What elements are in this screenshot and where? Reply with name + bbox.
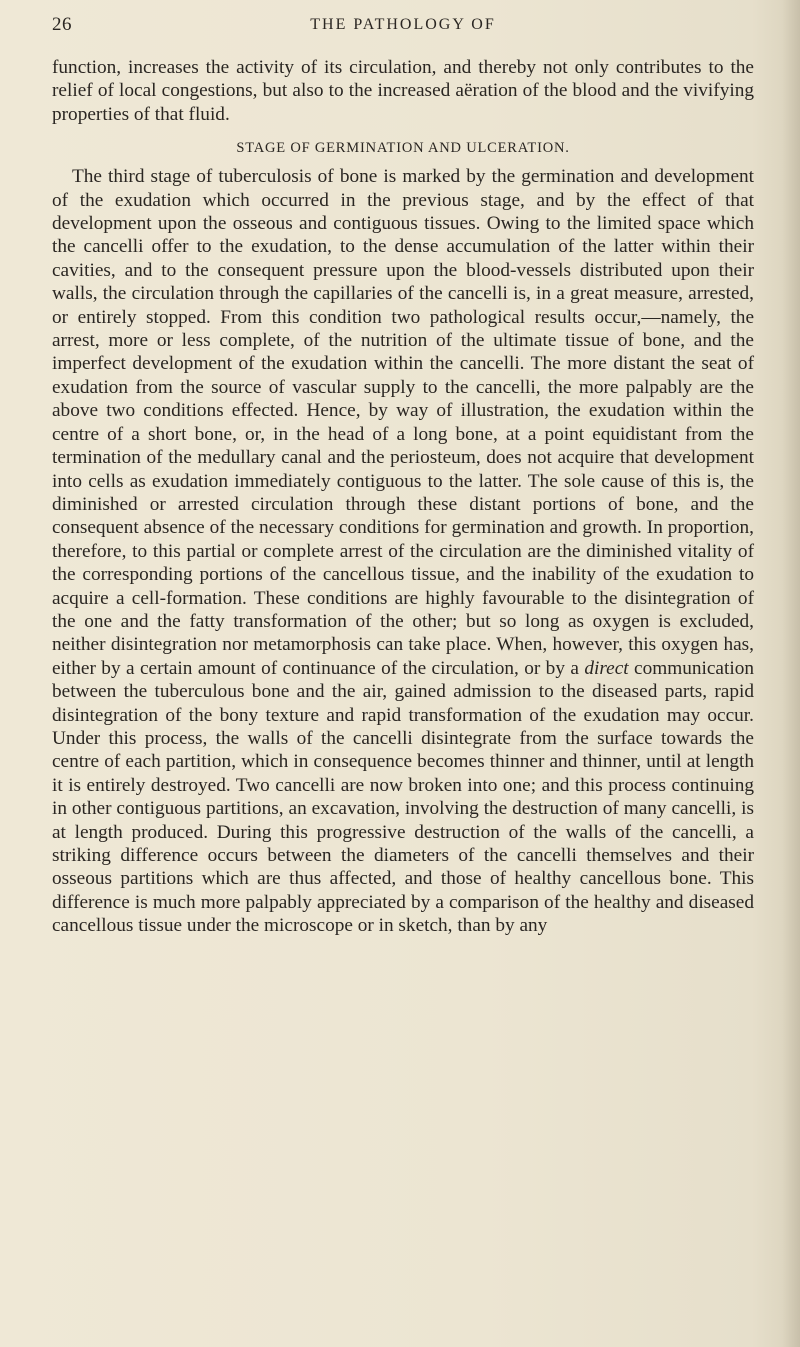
page-edge-shadow xyxy=(782,0,800,1347)
paragraph-text-part-2: communication between the tuberculous bone and the air, gained admission to the diseased parts, rapid disintegration of the bony texture and rapid transformation of the exudation may occur. Under this process, the walls of the cancelli disintegrate from the surface towards the centre of each partition, which in consequence becomes thinner and thinner, until at length it is entirely destroyed. Two cancelli are now broken into one; and this process continuing in other contiguous partitions, an excavation, involving the destruction of many cancelli, is at length produced. During this progressive destruction of the walls of the cancelli, a striking difference occurs between the diameters of the cancelli themselves and their osseous partitions which are thus affected, and those of healthy cancellous bone. This difference is much more palpably appreciated by a comparison of the healthy and diseased cancellous tissue under the microscope or in sketch, than by any xyxy=(52,657,754,937)
page-number: 26 xyxy=(52,14,72,35)
paragraph-continued: function, increases the activity of its circulation, and thereby not only contributes to the relief of local congestions, but also to the increased aëration of the blood and the vivifying properties of that fluid. xyxy=(52,57,754,125)
emphasis-direct: direct xyxy=(584,657,629,679)
paragraph-text-part-1: The third stage of tuberculosis of bone is marked by the germination and development of the exudation which occurred in the previous stage, and by the effect of that development upon the osseous and contiguous tissues. Owing to the limited space which the cancelli offer to the exudation, to the dense accumulation of the latter within their cavities, and to the consequent pressure upon the blood-vessels distributed upon their walls, the circulation through the capillaries of the cancelli is, in a great measure, arrested, or entirely stopped. From this condition two pathological results occur,—namely, the arrest, more or less complete, of the nutrition of the ultimate tissue of bone, and the imperfect development of the exudation within the cancelli. The more distant the seat of exudation from the source of vascular supply to the cancelli, the more palpably are the above two conditions effected. Hence, by way of illustration, the exudation within the centre of a short bone, or, in the head of a long bone, at a point equidistant from the termination of the medullary canal and the periosteum, does not acquire that development into cells as exudation immediately contiguous to the latter. The sole cause of this is, the diminished or arrested circulation through these distant portions of bone, and the consequent absence of the necessary conditions for germination and growth. In proportion, therefore, to this partial or complete arrest of the circulation are the diminished vitality of the corresponding portions of the cancellous tissue, and the inability of the exudation to acquire a cell-formation. These conditions are highly favourable to the disintegration of the one and the fatty transformation of the other; but so long as oxygen is excluded, neither disintegration nor metamorphosis can take place. When, however, this oxygen has, either by a certain amount of continuance of the circulation, or by a xyxy=(52,166,754,679)
paragraph-third-stage xyxy=(52,165,754,937)
running-head: THE PATHOLOGY OF xyxy=(310,16,496,33)
section-heading: STAGE OF GERMINATION AND ULCERATION. xyxy=(236,140,570,157)
page-body xyxy=(52,56,754,938)
page-header xyxy=(52,12,754,42)
